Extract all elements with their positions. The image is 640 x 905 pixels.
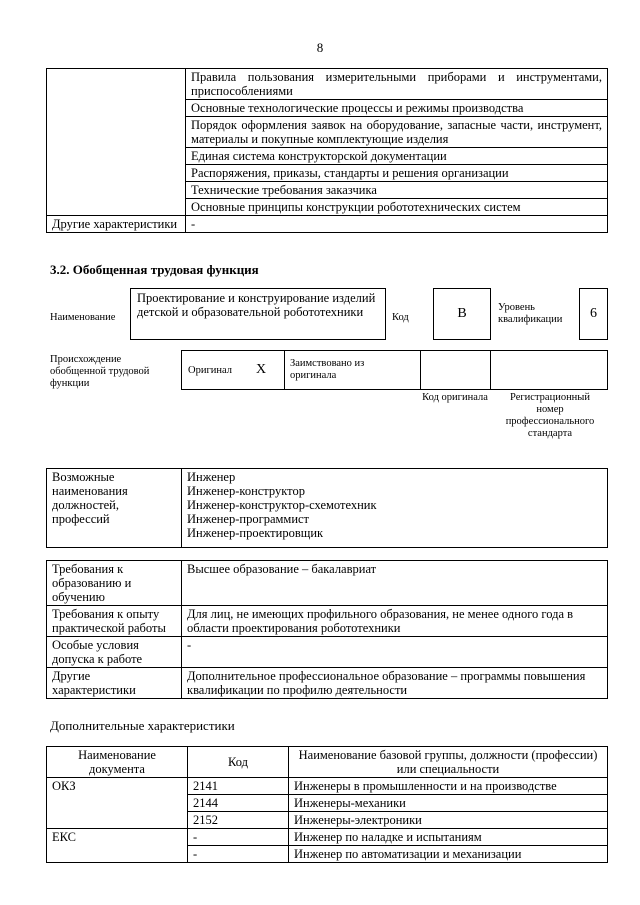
name-label: Наименование (50, 312, 116, 323)
name-cell: Инженер по наладке и испытаниям (289, 829, 608, 846)
table-row (47, 778, 608, 795)
requirement-value: Для лиц, не имеющих профильного образования, не менее одного года в области проектирования робототехники (182, 606, 608, 637)
original-label: Оригинал (188, 365, 232, 376)
code-value: В (433, 288, 491, 340)
code-cell: - (188, 829, 289, 846)
code-cell: - (188, 846, 289, 863)
code-label: Код (392, 312, 409, 323)
table-row (47, 747, 608, 778)
requirement-value: Высшее образование – бакалавриат (182, 561, 608, 606)
page-number: 8 (316, 40, 324, 55)
requirement-value: Дополнительное профессиональное образование – программы повышения квалификации по профилю деятельности (182, 668, 608, 699)
name-cell: Инженер по автоматизации и механизации (289, 846, 608, 863)
positions-table (46, 468, 608, 548)
table-row (47, 606, 608, 637)
code-cell: 2141 (188, 778, 289, 795)
knowledge-item: Единая система конструкторской документации (186, 148, 608, 165)
positions-label: Возможные наименования должностей, профессий (47, 469, 182, 548)
divider (284, 350, 285, 390)
name-value: Проектирование и конструирование изделий детской и образовательной робототехники (130, 288, 386, 340)
knowledge-table (46, 68, 608, 233)
level-value: 6 (579, 288, 608, 340)
code-original-caption: Код оригинала (422, 392, 488, 403)
origin-label: Происхождение обобщенной трудовой функции (50, 354, 150, 389)
empty-label-cell (47, 69, 186, 216)
requirement-value: - (182, 637, 608, 668)
knowledge-item: Основные принципы конструкции робототехнических систем (186, 199, 608, 216)
list-item: Инженер-проектировщик (187, 526, 324, 540)
other-value: - (186, 216, 608, 233)
knowledge-item: Правила пользования измерительными приборами и инструментами, приспособлениями (186, 69, 608, 100)
table-row (47, 637, 608, 668)
header-doc: Наименование документа (47, 747, 188, 778)
table-row (47, 69, 608, 100)
borrowed-label: Заимствовано из оригинала (290, 358, 365, 381)
other-label: Другие характеристики (47, 216, 186, 233)
list-item: Инженер (187, 470, 236, 484)
list-item: Инженер-конструктор-схемотехник (187, 498, 377, 512)
name-cell: Инженеры-электроники (289, 812, 608, 829)
list-item: Инженер-конструктор (187, 484, 305, 498)
additional-table (46, 746, 608, 863)
header-code: Код (188, 747, 289, 778)
table-row (47, 216, 608, 233)
divider (490, 350, 491, 390)
level-label: Уровень квалификации (498, 302, 563, 325)
table-row (47, 469, 608, 548)
code-cell: 2152 (188, 812, 289, 829)
doc-cell: ОКЗ (47, 778, 188, 829)
additional-title: Дополнительные характеристики (50, 718, 235, 733)
registration-number-caption: Регистрационный номер профессионального стандарта (505, 392, 595, 439)
requirement-label: Особые условия допуска к работе (47, 637, 182, 668)
list-item: Инженер-программист (187, 512, 310, 526)
requirement-label: Требования к образованию и обучению (47, 561, 182, 606)
code-cell: 2144 (188, 795, 289, 812)
header-name: Наименование базовой группы, должности (профессии) или специальности (289, 747, 608, 778)
original-mark: X (256, 362, 267, 377)
requirement-label: Требования к опыту практической работы (47, 606, 182, 637)
section-title: 3.2. Обобщенная трудовая функция (50, 262, 259, 277)
requirement-label: Другие характеристики (47, 668, 182, 699)
doc-cell: ЕКС (47, 829, 188, 863)
requirements-table (46, 560, 608, 699)
knowledge-item: Основные технологические процессы и режимы производства (186, 100, 608, 117)
knowledge-item: Распоряжения, приказы, стандарты и решения организации (186, 165, 608, 182)
knowledge-item: Технические требования заказчика (186, 182, 608, 199)
table-row (47, 561, 608, 606)
name-cell: Инженеры в промышленности и на производстве (289, 778, 608, 795)
divider (420, 350, 421, 390)
knowledge-item: Порядок оформления заявок на оборудование, запасные части, инструмент, материалы и покупные комплектующие изделия (186, 117, 608, 148)
table-row (47, 668, 608, 699)
positions-list (182, 469, 608, 548)
table-row (47, 829, 608, 846)
name-cell: Инженеры-механики (289, 795, 608, 812)
